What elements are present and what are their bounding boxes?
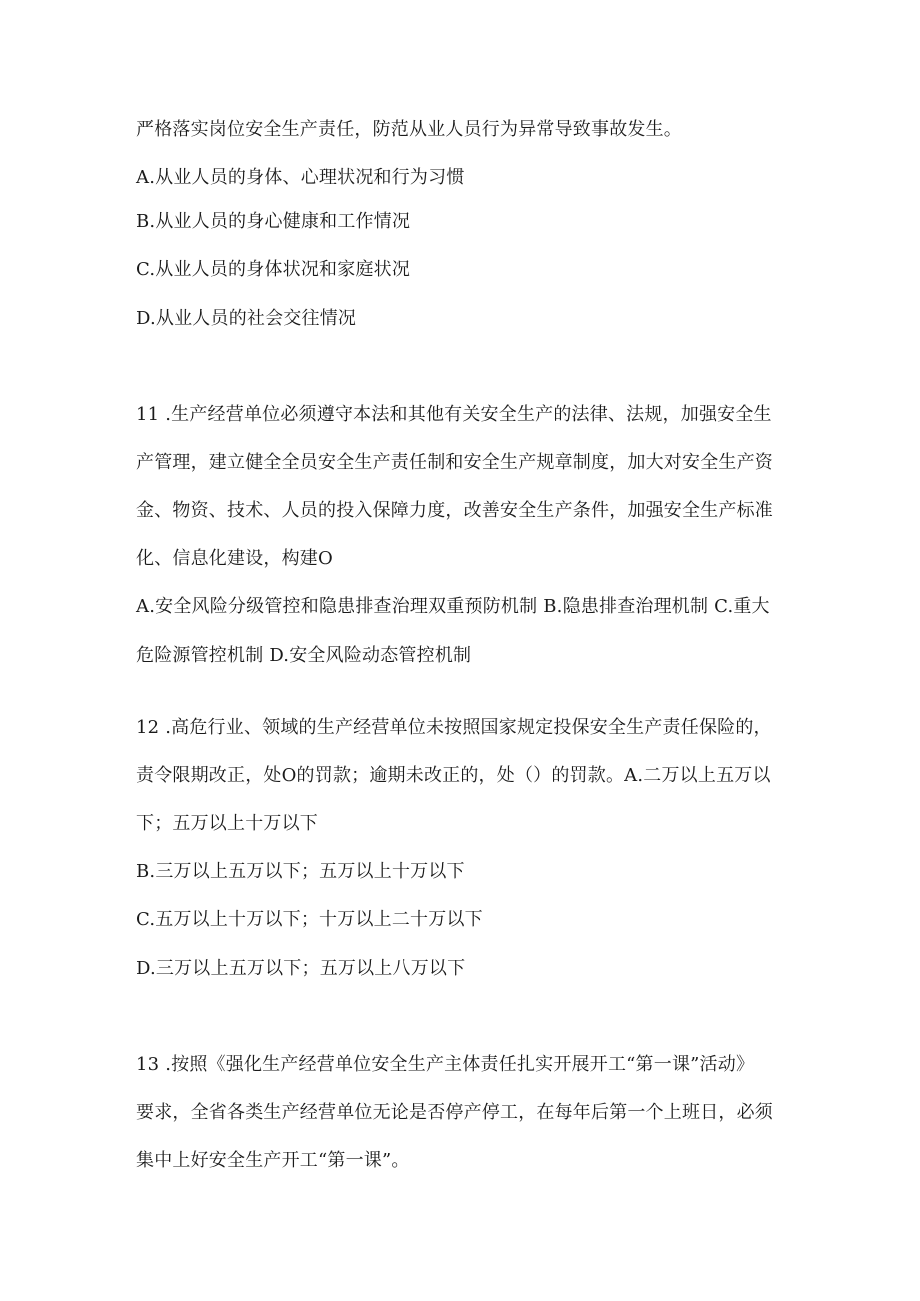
question-11-line-4: 化、信息化建设，构建O — [136, 548, 333, 569]
option-c: C.从业人员的身体状况和家庭状况 — [136, 259, 411, 280]
question-12-line-1: 12 .高危行业、领域的生产经营单位未按照国家规定投保安全生产责任保险的， — [136, 717, 772, 738]
question-11-line-1: 11 .生产经营单位必须遵守本法和其他有关安全生产的法律、法规，加强安全生 — [136, 404, 772, 425]
option-d: D.从业人员的社会交往情况 — [136, 308, 357, 329]
question-11-line-2: 产管理，建立健全全员安全生产责任制和安全生产规章制度，加大对安全生产资 — [136, 452, 773, 473]
question-13-line-3: 集中上好安全生产开工“第一课”。 — [136, 1150, 410, 1171]
option-b: B.从业人员的身心健康和工作情况 — [136, 211, 411, 232]
question-13-line-1: 13 .按照《强化生产经营单位安全生产主体责任扎实开展开工“第一课”活动》 — [136, 1054, 755, 1075]
question-11-options-line-2: 危险源管控机制 D.安全风险动态管控机制 — [136, 645, 472, 666]
question-11-line-3: 金、物资、技术、人员的投入保障力度，改善安全生产条件，加强安全生产标准 — [136, 500, 773, 521]
question-13-line-2: 要求，全省各类生产经营单位无论是否停产停工，在每年后第一个上班日，必须 — [136, 1102, 773, 1123]
question-11-options-line-1: A.安全风险分级管控和隐患排查治理双重预防机制 B.隐患排查治理机制 C.重大 — [136, 596, 770, 617]
question-12-line-2: 责令限期改正，处O的罚款；逾期未改正的，处（）的罚款。A.二万以上五万以 — [136, 765, 771, 786]
question-12-option-c: C.五万以上十万以下；十万以上二十万以下 — [136, 909, 483, 930]
question-12-option-b: B.三万以上五万以下；五万以上十万以下 — [136, 861, 465, 882]
question-12-option-d: D.三万以上五万以下；五万以上八万以下 — [136, 958, 466, 979]
intro-text: 严格落实岗位安全生产责任，防范从业人员行为异常导致事故发生。 — [136, 119, 682, 140]
question-12-line-3: 下；五万以上十万以下 — [136, 813, 318, 834]
option-a: A.从业人员的身体、心理状况和行为习惯 — [136, 167, 465, 188]
